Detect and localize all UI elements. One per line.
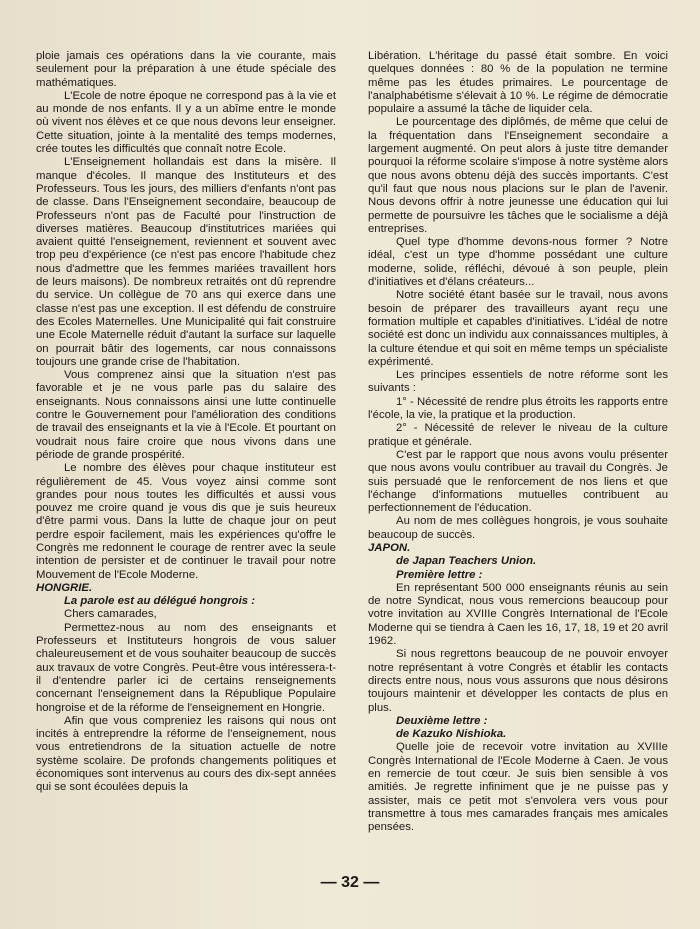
paragraph: Le nombre des élèves pour chaque instituteur est régulièrement de 45. Vous voyez ainsi comme sont grandes pour nous toutes les difficultés et aussi vous pouvez me croire quand je vous dis que je suis heureux d'être parmi vous. Dans la lutte de chaque jour on peut perdre espoir facilement, mais les expériences qu'offre le Congrès me redonnent le courage de rentrer avec la seule intention de persister et de continuer le travail pour notre Mouvement de l'Ecole Moderne. [36,462,336,581]
paragraph: Quelle joie de recevoir votre invitation au XVIIIe Congrès International de l'Ecole Moderne à Caen. Je vous en remercie de tout cœur. Je suis bien sensible à vos amitiés. Je regrette infiniment que je ne puisse pas y assister, mais ce petit mot s'envolera vers vous pour transmettre à tous mes camarades français mes amicales pensées. [368,741,668,834]
paragraph: Au nom de mes collègues hongrois, je vous souhaite beaucoup de succès. [368,515,668,541]
paragraph: Vous comprenez ainsi que la situation n'est pas favorable et je ne vous parle pas du salaire des enseignants. Nous connaissons ainsi une lutte continuelle contre le Gouvernement pour l'amélioration des conditions de travail des enseignants et la vie à l'Ecole. Et pourtant on voudrait nous faire croire que nous vivons dans une période de grande prospérité. [36,369,336,461]
left-column [36,50,336,795]
subheading: de Japan Teachers Union. [396,555,537,568]
paragraph: Libération. L'héritage du passé était sombre. En voici quelques données : 80 % de la population ne termine même pas les études primaires. Le pourcentage de l'analphabétisme s'élevait à 10 %. Le régime de démocratie populaire a assumé la tâche de liquider cela. [368,50,668,116]
subheading: de Kazuko Nishioka. [396,728,507,741]
paragraph: Afin que vous compreniez les raisons qui nous ont incités à entreprendre la réforme de l'enseignement, nous vous entretiendrons de la situation actuelle de notre système scolaire. De profonds changements politiques et économiques sont intervenus au cours des dix-sept années qui se sont écoulées depuis la [36,714,336,794]
paragraph: Notre société étant basée sur le travail, nous avons besoin de préparer des travailleurs ayant reçu une formation multiple et capables d'initiatives. L'idéal de notre société est donc un individu aux connaissances multiples, à la culture étendue et qui soit en même temps un spécialiste expérimenté. [368,289,668,368]
subheading: Première lettre : [396,568,483,581]
paragraph: C'est par le rapport que nous avons voulu présenter que nous avons voulu contribuer au travail du Congrès. Je suis persuadé que le renforcement de nos liens et que l'échange d'informations mutuelles contribuent au perfectionnement de l'éducation. [368,448,668,515]
paragraph: Quel type d'homme devons-nous former ? Notre idéal, c'est un type d'homme possédant une culture moderne, solide, réfléchi, dévoué à son peuple, plein d'initiatives et d'élans créateurs... [368,236,668,289]
subheading: Deuxième lettre : [396,714,488,727]
paragraph: ploie jamais ces opérations dans la vie courante, mais seulement pour la préparation à une étude spéciale des mathématiques. [36,50,336,89]
paragraph: Si nous regrettons beaucoup de ne pouvoir envoyer notre représentant à votre Congrès et établir les contacts directs entre nous, nous vous assurons que nous désirons toujours maintenir et développer les contacts de plus en plus. [368,648,668,714]
paragraph: 1° - Nécessité de rendre plus étroits les rapports entre l'école, la vie, la pratique et la production. [368,395,668,422]
paragraph: Le pourcentage des diplômés, de même que celui de la fréquentation dans l'Enseignement secondaire a largement augmenté. On peut alors à juste titre demander pourquoi la réforme scolaire s'impose à notre système alors que nous avons obtenu déjà des succès importants. C'est qu'il faut que nous nous placions sur le plan de l'avenir. Nous devons offrir à notre jeunesse une éducation qui lui permette de poursuivre les tâches que le socialisme a déjà entreprises. [368,116,668,235]
paragraph: Permettez-nous au nom des enseignants et Professeurs et Instituteurs hongrois de vous saluer chaleureusement et de vous souhaiter beaucoup de succès aux travaux de votre Congrès. Peut-être vous intéressera-t-il d'entendre parler ici de certains renseignements concernant l'enseignement dans la République Populaire hongroise et de la réforme de l'enseignement en Hongrie. [36,621,336,714]
subheading: La parole est au délégué hongrois : [64,595,255,608]
right-column [368,50,668,835]
section-heading: JAPON. [368,541,411,554]
section-heading: HONGRIE. [36,581,93,594]
paragraph: En représentant 500 000 enseignants réunis au sein de notre Syndicat, nous vous remercions beaucoup pour votre invitation au XVIIIe Congrès International de l'Ecole Moderne qui se tiendra à Caen les 16, 17, 18, 19 et 20 avril 1962. [368,581,668,648]
paragraph: 2° - Nécessité de relever le niveau de la culture pratique et générale. [368,422,668,448]
paragraph: Les principes essentiels de notre réforme sont les suivants : [368,369,668,395]
page-number: — 32 — [320,874,380,891]
paragraph: L'Enseignement hollandais est dans la misère. Il manque d'écoles. Il manque des Instituteurs et des Professeurs. Tous les jours, des milliers d'enfants n'ont pas de classe. Dans l'Enseignement secondaire, beaucoup de Professeurs n'ont pas de Faculté pour l'instruction de diverses matières. Beaucoup d'institutrices mariées qui avaient quitté l'enseignement, reviennent et souvent avec trop peu d'expérience (ce n'est pas encore l'habitude chez nous d'admettre que les femmes mariées travaillent hors de leurs maisons). De nombreux retraités ont dû reprendre du service. Un collègue de 70 ans qui exerce dans une classe n'est pas une exception. Il est défendu de construire des Ecoles Maternelles. Une Municipalité qui fait construire une Ecole Maternelle réduit d'autant la surface sur laquelle on pourrait bâtir des logements, car nous connaissons toujours une grande crise de l'habitation. [36,156,336,368]
paragraph: Chers camarades, [64,608,157,621]
paragraph: L'Ecole de notre époque ne correspond pas à la vie et au monde de nos enfants. Il y a un abîme entre le monde où vivent nos élèves et ce que nous devons leur enseigner. Cette situation, jointe à la mentalité des temps modernes, crée toutes les difficultés que connaît notre Ecole. [36,89,336,156]
